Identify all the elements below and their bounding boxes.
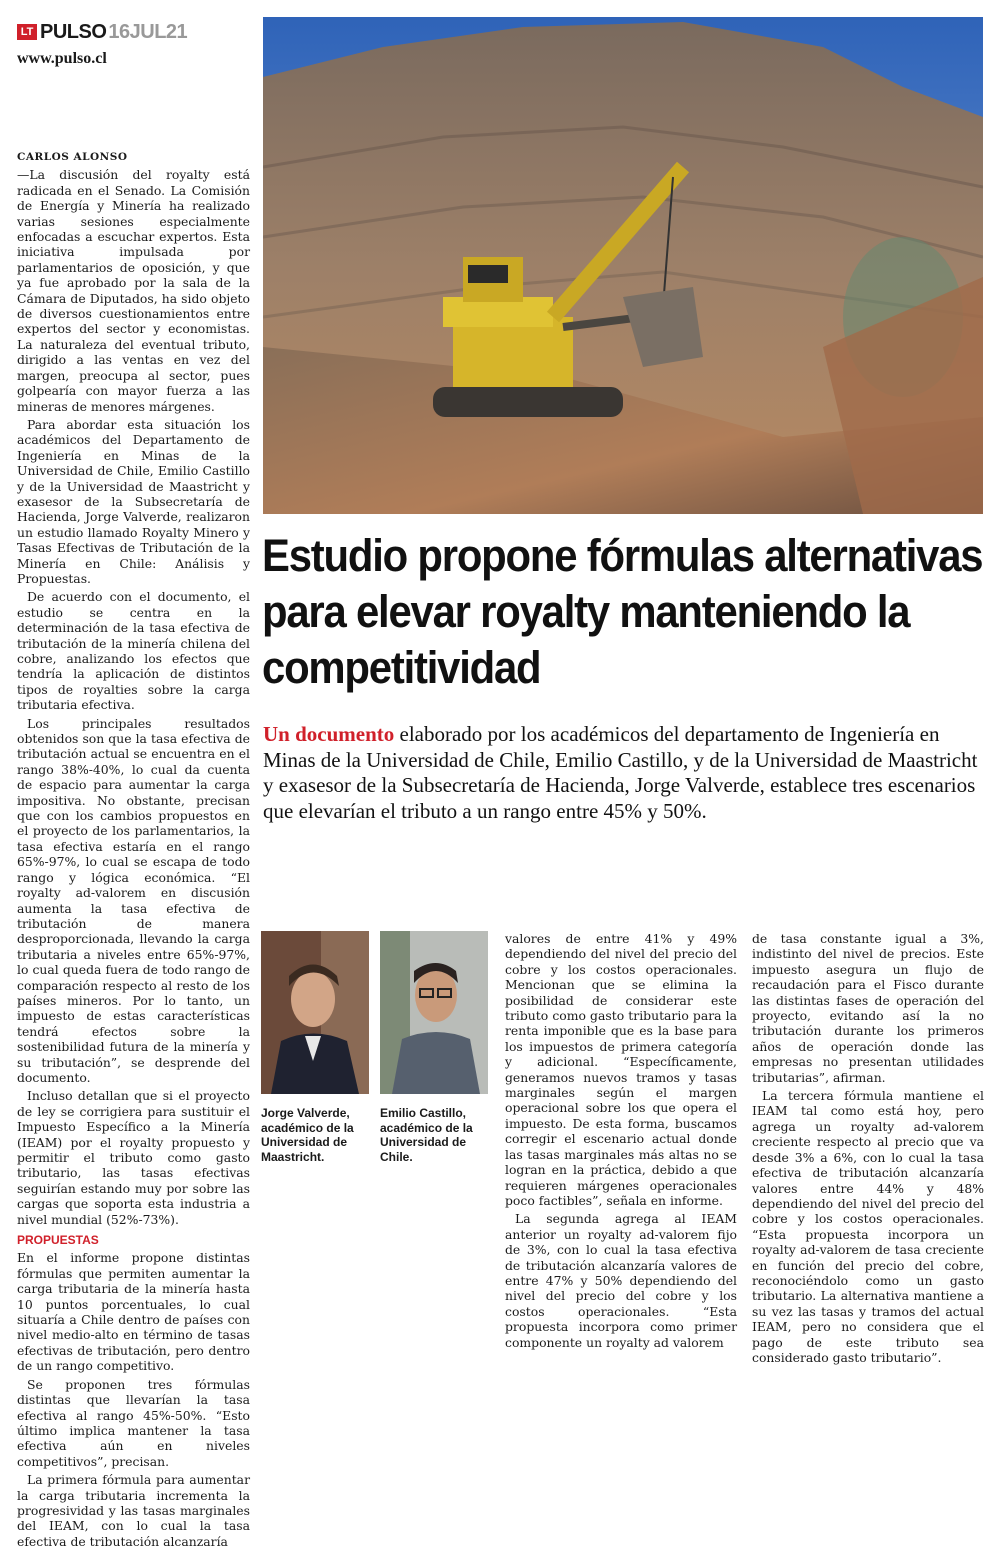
portrait-emilio-castillo [380,931,488,1094]
paragraph: de tasa constante igual a 3%, indistinto del nivel de precios. Este impuesto asegura un flujo de recaudación para el Fisco durante las distintas fases de operación del proyecto, evitando así la no tributación durante los primeros años de operación donde las empresas no presentan utilidades tributarias”, afirman. [752,931,984,1085]
paragraph: De acuerdo con el documento, el estudio se centra en la determinación de la tasa efectiva de tributación de la minería chilena del cobre, analizando los efectos que tendría la aplicación de distintos tipos de royalties sobre la carga tributaria efectiva. [17,589,250,713]
caption-text: Emilio Castillo, académico de la Universidad de Chile. [380,1106,473,1164]
caption-castillo [380,1106,495,1164]
portrait-jorge-valverde [261,931,369,1094]
byline: CARLOS ALONSO [17,151,128,163]
paragraph: Incluso detallan que si el proyecto de ley se corrigiera para sustituir el Impuesto Específico a la Minería (IEAM) por el royalty propuesto y permitir el tributo como gasto tributario, las tasas efectivas seguirían estando muy por sobre las cargas que soporta esta industria a nivel mundial (52%-73%). [17,1088,250,1227]
article-column-1 [17,150,250,1552]
caption-valverde [261,1106,371,1164]
paragraph: La segunda agrega al IEAM anterior un royalty ad-valorem fijo de 3%, con lo cual la tasa efectiva de tributación alcanzaría valores de entre 47% y 50% dependiendo del nivel del precio del cobre y los costos operacionales. “Esta propuesta incorpora como primer componente un royalty ad valorem [505,1211,737,1350]
publication-name: PULSO [40,21,107,43]
paragraph: —La discusión del royalty está radicada en el Senado. La Comisión de Energía y Minería ha realizado varias sesiones especialmente enfocadas a escuchar expertos. Esta iniciativa impulsada por parlamentarios de oposición, y que ya fue aprobado por la sala de la Cámara de Diputados, ha sido objeto de diversos cuestionamientos entre expertos del sector y economistas. La naturaleza del eventual tributo, dirigido a las ventas en vez del margen, preocupa al sector, pues golpearía con mayor fuerza a las mineras de menores márgenes. [17,167,250,414]
headline: Estudio propone fórmulas alternativas para elevar royalty manteniendo la competitividad [262,530,983,693]
lead-paragraph [263,722,983,824]
paragraph: La primera fórmula para aumentar la carga tributaria incrementa la progresividad y las tasas marginales del IEAM, con lo cual la tasa efectiva de tributación alcanzaría [17,1472,250,1549]
article-column-3 [505,931,737,1353]
newspaper-logo: LT [17,24,37,40]
paragraph: En el informe propone distintas fórmulas que permiten aumentar la carga tributaria de la minería hasta 10 puntos porcentuales, lo cual situaría a Chile dentro de países con nivel medio-alto en término de tasas efectivas de tributación, pero dentro de un rango competitivo. [17,1250,250,1374]
paragraph: Los principales resultados obtenidos son que la tasa efectiva de tributación actual se encuentra en el rango 38%-40%, lo cual da cuenta de espacio para aumentar la carga impositiva. No obstante, precisan que con los cambios propuestos en el proyecto de los parlamentarios, la tasa efectiva estaría en el rango 65%-97%, lo cual se escapa de todo rango y lógica económica. “El royalty ad-valorem en discusión aumenta la tasa efectiva de tributación de manera desproporcionada, llevando la carga tributaria a niveles entre 65%-97%, lo cual queda fuera de todo rango de comparación respecto al resto de los países mineros. Por lo tanto, un impuesto de estas características tendrá efectos sobre la sostenibilidad futura de la minería y su tributación”, se desprende del documento. [17,715,250,1085]
article-column-4 [752,931,984,1368]
paragraph: Se proponen tres fórmulas distintas que llevarían la tasa efectiva al rango 45%-50%. “Esto último implica mantener la tasa efectiva aún en niveles competitivos”, precisan. [17,1376,250,1469]
subhead-propuestas: PROPUESTAS [17,1233,99,1248]
publication-date: 16JUL21 [108,21,188,43]
lead-text: elaborado por los académicos del departamento de Ingeniería en Minas de la Universidad de Chile, Emilio Castillo, y de la Universidad de Maastricht y exasesor de la Subsecretaría de Hacienda, Jorge Valverde, establece tres escenarios que elevarían el tributo a un rango entre 45% y 50%. [263,722,978,823]
caption-text: Jorge Valverde, académico de la Universidad de Maastricht. [261,1106,354,1164]
paragraph: Para abordar esta situación los académicos del Departamento de Ingeniería en Minas de la Universidad de Chile, Emilio Castillo y de la Universidad de Maastricht y exasesor de la Subsecretaría de Hacienda, Jorge Valverde, realizaron un estudio llamado Royalty Minero y Tasas Efectivas de Tributación de la Minería en Chile: Análisis y Propuestas. [17,416,250,586]
paragraph: valores de entre 41% y 49% dependiendo del nivel del precio del cobre y los costos operacionales. Mencionan que se elimina la posibilidad de considerar este tributo como gasto tributario para la renta imponible que es la base para los impuestos de primera categoría y adicional. “Específicamente, generamos nuevos tramos y tasas marginales según el margen operacional sobre los que opera el impuesto. De esta forma, buscamos corregir el escenario actual donde las tasas marginales más altas no se logran en la práctica, debido a que requieren márgenes operacionales poco factibles”, señala en informe. [505,931,737,1208]
publication-header [40,20,187,44]
lead-kicker: Un documento [263,722,395,746]
website-link[interactable]: www.pulso.cl [17,50,107,67]
mining-excavator-photo [263,17,983,514]
paragraph: La tercera fórmula mantiene el IEAM tal como está hoy, pero agrega un royalty ad-valorem creciente respecto al precio que va desde 3% a 6%, con lo cual la tasa efectiva de tributación alcanzaría valores entre 44% y 48% dependiendo del nivel del precio del cobre y los costos operacionales. “Esta propuesta incorpora un royalty ad-valorem de tasa creciente en función del precio del cobre, reconociéndolo como un gasto tributario. La alternativa mantiene a su vez las tasas y tramos del actual IEAM, pero no considera que el pago de este tributo sea considerado gasto tributario”. [752,1088,984,1365]
